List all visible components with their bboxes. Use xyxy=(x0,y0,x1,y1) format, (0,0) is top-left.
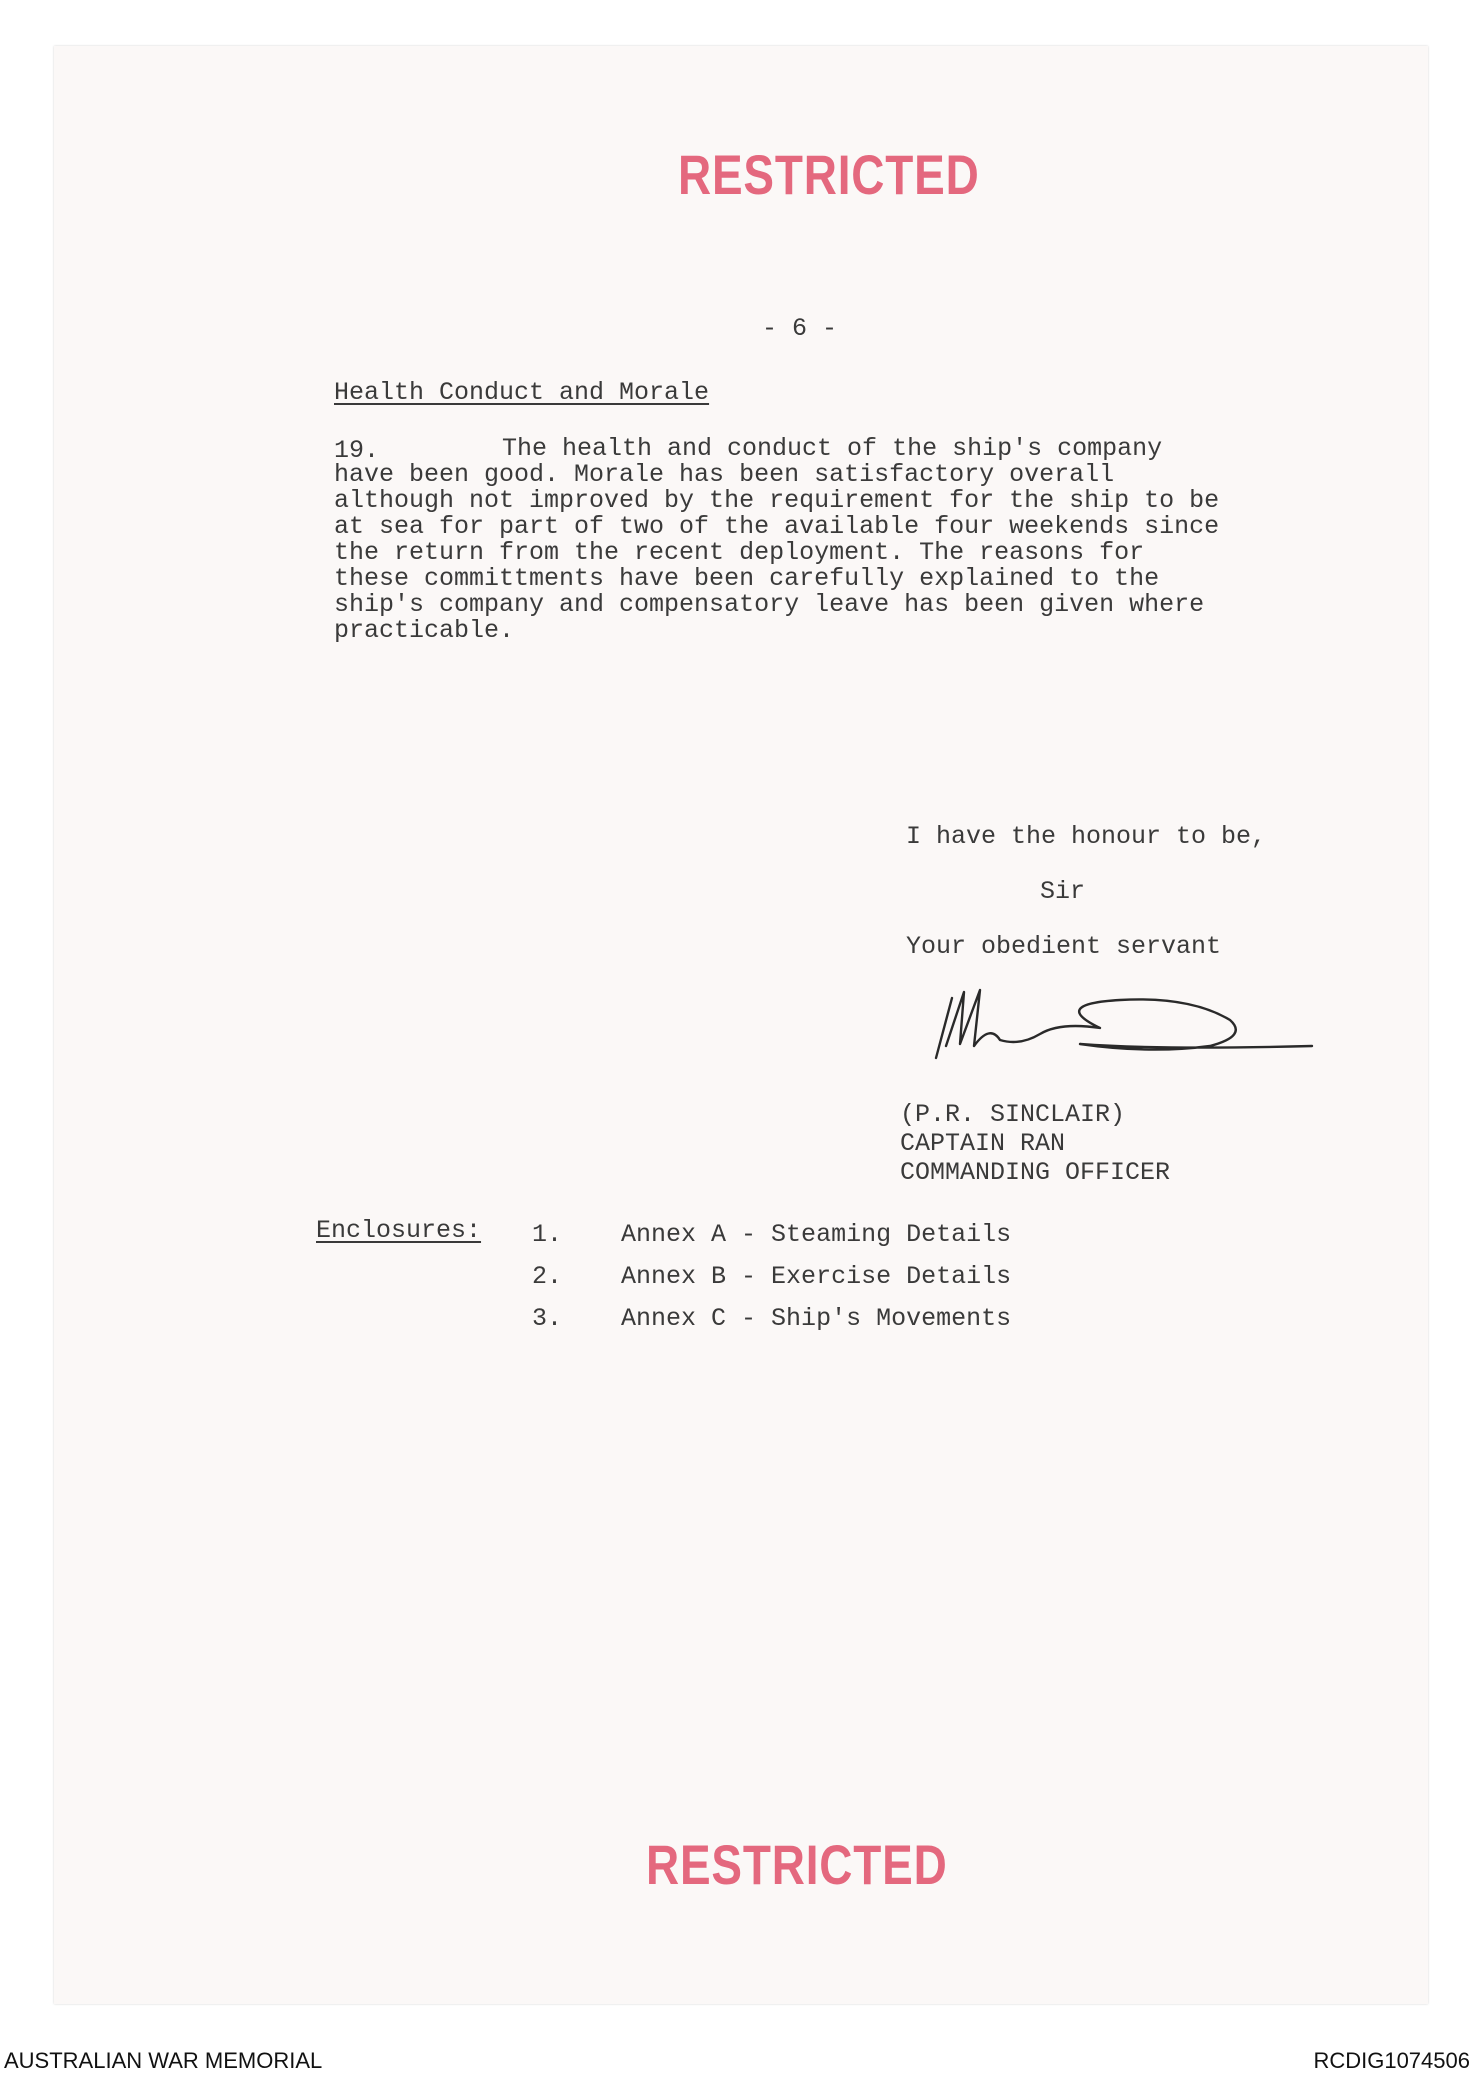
page-number: - 6 - xyxy=(762,314,838,343)
paragraph-line: ship's company and compensatory leave has been given where xyxy=(334,590,1205,619)
footer-record-id: RCDIG1074506 xyxy=(1313,2048,1470,2073)
signatory-rank: CAPTAIN RAN xyxy=(900,1129,1066,1158)
closing-line-sir: Sir xyxy=(1040,877,1086,906)
enclosure-text: Annex C - Ship's Movements xyxy=(621,1304,1012,1333)
enclosure-item xyxy=(532,1220,1011,1249)
closing-line-honour: I have the honour to be, xyxy=(906,822,1267,851)
footer-institution: AUSTRALIAN WAR MEMORIAL xyxy=(4,2048,323,2073)
enclosure-number: 2. xyxy=(532,1262,563,1291)
restricted-stamp-bottom: RESTRICTED xyxy=(646,1833,948,1896)
paragraph-line: practicable. xyxy=(334,616,515,645)
enclosure-text: Annex A - Steaming Details xyxy=(621,1220,1012,1249)
enclosure-number: 1. xyxy=(532,1220,563,1249)
enclosures-label: Enclosures: xyxy=(316,1216,482,1245)
enclosure-item xyxy=(532,1262,1011,1291)
signatory-name: (P.R. SINCLAIR) xyxy=(900,1100,1126,1129)
paragraph-line: although not improved by the requirement for the ship to be xyxy=(334,486,1220,515)
enclosure-text: Annex B - Exercise Details xyxy=(621,1262,1012,1291)
enclosure-item xyxy=(532,1304,1011,1333)
signatory-block xyxy=(900,1100,1170,1187)
closing-block xyxy=(906,822,1266,987)
paragraph-line: these committments have been carefully explained to the xyxy=(334,564,1160,593)
restricted-stamp-top: RESTRICTED xyxy=(678,143,980,206)
handwritten-signature xyxy=(930,984,1320,1064)
paragraph-line: at sea for part of two of the available four weekends since xyxy=(334,512,1220,541)
paragraph-number: 19. xyxy=(334,436,380,465)
body-paragraph xyxy=(334,436,1219,644)
section-heading: Health Conduct and Morale xyxy=(334,378,710,407)
enclosure-number: 3. xyxy=(532,1304,563,1333)
signatory-role: COMMANDING OFFICER xyxy=(900,1158,1171,1187)
paragraph-line: The health and conduct of the ship's company xyxy=(502,434,1163,463)
closing-line-servant: Your obedient servant xyxy=(906,932,1222,961)
paragraph-line: the return from the recent deployment. The reasons for xyxy=(334,538,1145,567)
paragraph-line: have been good. Morale has been satisfactory overall xyxy=(334,460,1115,489)
